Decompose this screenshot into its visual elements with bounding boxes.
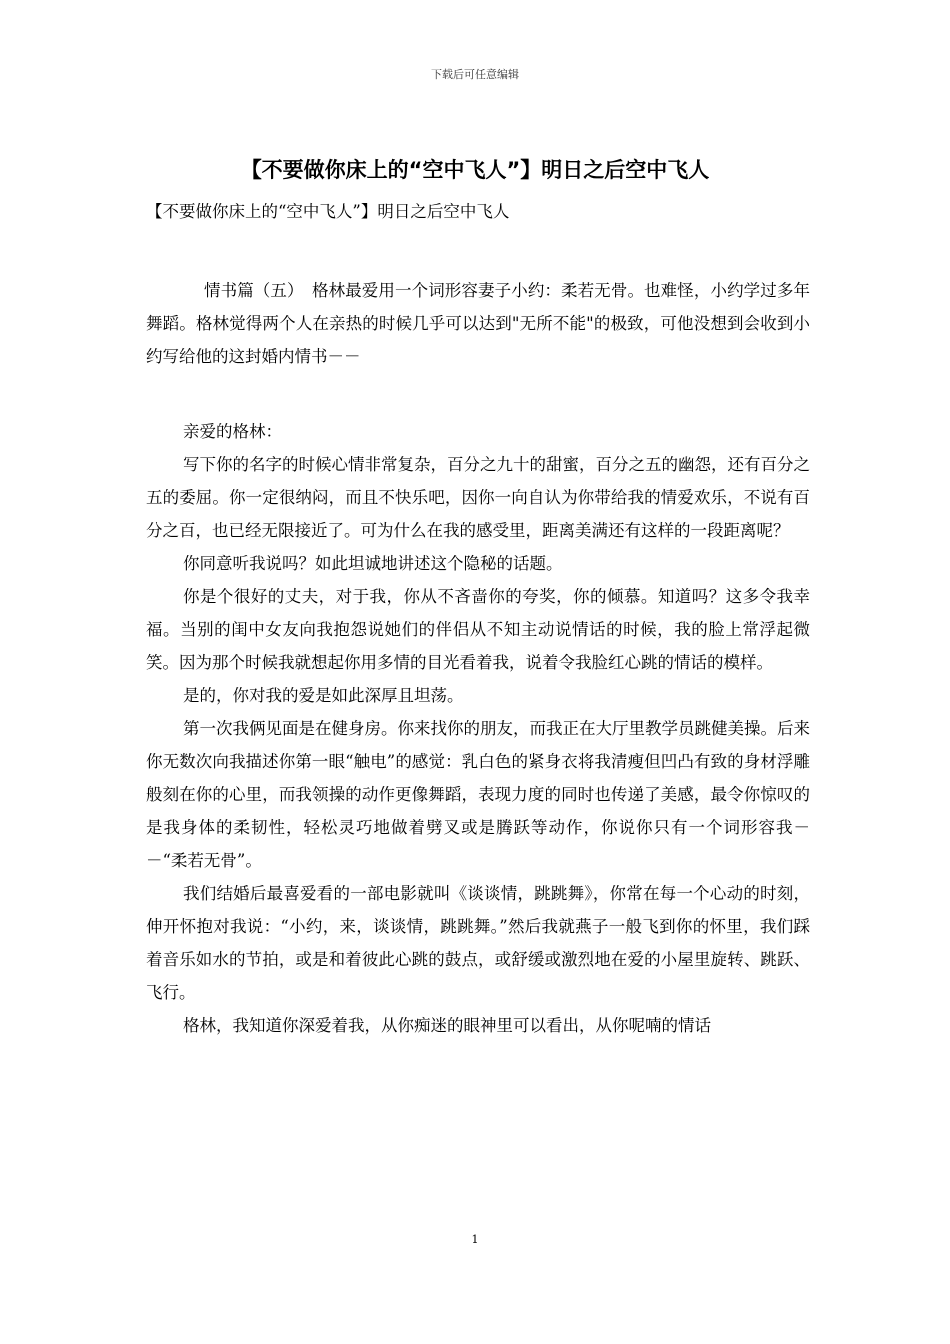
header-note: 下载后可任意编辑 <box>431 68 519 81</box>
body-paragraph: 写下你的名字的时候心情非常复杂，百分之九十的甜蜜，百分之五的幽怨，还有百分之五的委屈。你一定很纳闷，而且不快乐吧，因你一向自认为你带给我的情爱欢乐，不说有百分之百，也已经无限接近了。可为什么在我的感受里，距离美满还有这样的一段距离呢？ <box>146 455 810 540</box>
document-title: 【不要做你床上的“空中飞人”】明日之后空中飞人 <box>240 158 710 182</box>
document-subtitle: 【不要做你床上的“空中飞人”】明日之后空中飞人 <box>146 202 510 221</box>
body-paragraph: 你同意听我说吗？如此坦诚地讲述这个隐秘的话题。 <box>183 554 563 573</box>
page-number: 1 <box>471 1233 479 1246</box>
paragraph-gap <box>146 373 810 415</box>
body-paragraph: 你是个很好的丈夫，对于我，你从不吝啬你的夸奖，你的倾慕。知道吗？这多令我幸福。当别的闺中女友向我抱怨说她们的伴侣从不知主动说情话的时候，我的脸上常浮起微笑。因为那个时候我就想起你用多情的目光看着我，说着令我脸红心跳的情话的模样。 <box>146 587 810 672</box>
document-body <box>146 274 810 1042</box>
body-paragraph: 是的，你对我的爱是如此深厚且坦荡。 <box>183 686 464 705</box>
body-paragraph: 格林，我知道你深爱着我，从你痴迷的眼神里可以看出，从你呢喃的情话 <box>183 1016 711 1035</box>
body-paragraph: 我们结婚后最喜爱看的一部电影就叫《谈谈情，跳跳舞》，你常在每一个心动的时刻，伸开怀抱对我说：“小约，来，谈谈情，跳跳舞。”然后我就燕子一般飞到你的怀里，我们踩着音乐如水的节拍，或是和着彼此心跳的鼓点，或舒缓或激烈地在爱的小屋里旋转、跳跃、飞行。 <box>146 884 810 1002</box>
body-paragraph: 第一次我俩见面是在健身房。你来找你的朋友，而我正在大厅里教学员跳健美操。后来你无数次向我描述你第一眼“触电”的感觉：乳白色的紧身衣将我清瘦但凹凸有致的身材浮雕般刻在你的心里，而我领操的动作更像舞蹈，表现力度的同时也传递了美感，最令你惊叹的是我身体的柔韧性，轻松灵巧地做着劈叉或是腾跃等动作，你说你只有一个词形容我－－“柔若无骨”。 <box>146 719 810 870</box>
intro-paragraph: 情书篇（五） 格林最爱用一个词形容妻子小约：柔若无骨。也难怪，小约学过多年舞蹈。格林觉得两个人在亲热的时候几乎可以达到"无所不能"的极致，可他没想到会收到小约写给他的这封婚内情书－－ <box>146 281 810 366</box>
letter-greeting: 亲爱的格林： <box>183 422 282 441</box>
